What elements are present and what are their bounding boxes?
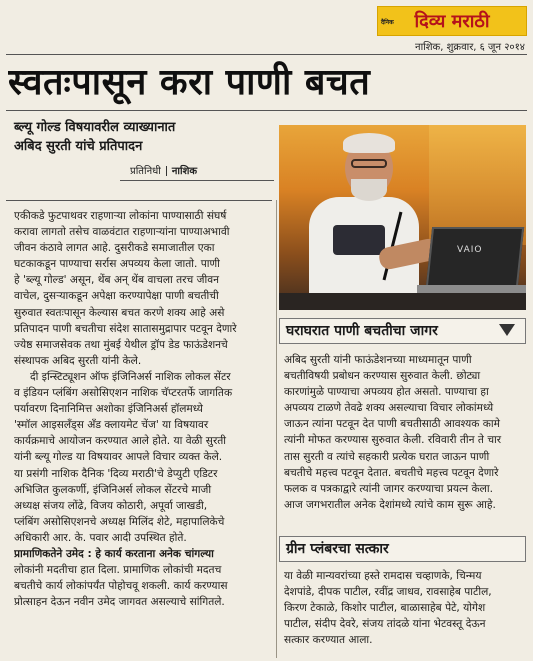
box2-heading (279, 536, 526, 562)
body-top-rule (6, 200, 272, 201)
subhead (14, 118, 272, 156)
box1-line: त्यांनी मोफत करण्यास सुरुवात केली. रविवारी तीन ते चार (284, 434, 502, 447)
box2-line: देशपांडे, दीपक पाटील, रवींद्र जाधव, रावसाहेब पाटील, (284, 586, 492, 599)
body-line: अभिजित कुलकर्णी, इंजिनिअर्स लोकल सेंटरचे माजी (14, 483, 212, 496)
box1-line: बचतीविषयी प्रबोधन करण्यास सुरुवात केली. छोट्या (284, 370, 481, 383)
box1-line: अबिद सुरती यांनी फाऊंडेशनच्या माध्यमातून पाणी (284, 354, 472, 366)
body-line: वाचेल, दुसऱ्याकडून अपेक्षा करण्यापेक्षा पाणी बचतीची (14, 290, 219, 303)
body-line: बचतीचे कार्य लोकांपर्यंत पोहोचवू शकली. कार्य करण्यास (14, 580, 228, 593)
box1-body (284, 352, 526, 532)
box2-line: या वेळी मान्यवरांच्या हस्ते रामदास चव्हाणके, चिन्मय (284, 570, 482, 582)
body-line: यांनी ब्ल्यू गोल्ड या विषयावर आपले विचार व्यक्त केले. (14, 451, 223, 464)
body-line: अध्यक्ष संजय लोंढे, विजय कोठारी, अपूर्वा जाखडी, (14, 499, 208, 512)
body-line: प्रोत्साहन देऊन नवीन उमेद जागवत असल्याचे सांगितले. (14, 596, 225, 609)
box2-line: पाटील, संदीप देवरे, संजय तांदळे यांना भेटवस्तू देऊन (284, 618, 486, 631)
photo-glasses (351, 159, 387, 168)
body-line: जीवन कंठावे लागत आहे. दुसरीकडे समाजातील एका (14, 242, 215, 255)
photo-beard (351, 179, 387, 201)
box2-line: सत्कार करण्यात आला. (284, 634, 373, 647)
box1-line: आज जगभरातील अनेक देशांमध्ये त्यांचे काम सुरू आहे. (284, 498, 496, 511)
box1-line: फलक व पत्रकाद्वारे त्यांनी जागर करण्याचा प्रयत्न केला. (284, 482, 493, 495)
body-line: प्रतिपादन पाणी बचतीचा संदेश सातासमुद्रापार पटवून देणारे (14, 322, 237, 335)
headline-rule (6, 110, 527, 111)
body-line: लोकांनी मदतीचा हात दिला. प्रामाणिक लोकांची मदतच (14, 564, 222, 577)
box1-heading (279, 318, 526, 344)
laptop-logo: VAIO (457, 245, 483, 255)
body-line: सुरुवात स्वतःपासून केल्यास बचत करणे शक्य आहे असे (14, 306, 225, 319)
box1-line: तास सुरती व त्यांचे सहकारी प्रत्येक घरात जाऊन पाणी (284, 450, 490, 463)
body-line: संस्थापक अबिद सुरती यांनी केले. (14, 354, 142, 367)
body-line: कार्यक्रमाचे आयोजन करण्यात आले होते. या वेळी सुरती (14, 435, 227, 448)
photo-hair (343, 133, 395, 153)
byline (130, 163, 197, 177)
headline: स्वतःपासून करा पाणी बचत (8, 61, 371, 103)
byline-city: नाशिक (171, 166, 198, 177)
top-rule (6, 54, 527, 55)
byline-rule (120, 180, 274, 181)
byline-separator (166, 166, 167, 176)
box1-title: घराघरात पाणी बचतीचा जागर (286, 323, 438, 339)
triangle-down-icon (499, 324, 515, 336)
subhead-line: ब्ल्यू गोल्ड विषयावरील व्याख्यानात (14, 120, 176, 135)
body-line: दी इन्स्टिट्यूशन ऑफ इंजिनिअर्स नाशिक लोकल सेंटर (30, 370, 231, 383)
laptop-icon (426, 227, 524, 287)
photo-shirt-print (333, 225, 385, 255)
logo-text: दिव्य मराठी (414, 11, 490, 32)
body-line: 'स्मॉल आइसलँड्स अँड क्लायमेट चेंज' या विषयावर (14, 419, 209, 432)
speaker-photo (279, 125, 526, 310)
logo-small-text: दैनिक (381, 19, 394, 26)
body-line: एकीकडे फुटपाथवर राहणाऱ्या लोकांना पाण्यासाठी संघर्ष (14, 210, 227, 222)
body-line: प्रामाणिकतेने उमेद : हे कार्य करताना अनेक चांगल्या (14, 547, 214, 560)
body-line: घटकाकडून पाण्याचा सर्रास अपव्यय केला जातो. पाणी (14, 258, 220, 271)
body-line: हे 'ब्ल्यू गोल्ड' असून, थेंब अन् थेंब वाचला तरच जीवन (14, 274, 219, 287)
body-line: करावा लागतो तसेच वाळवंटात राहणाऱ्यांना पाण्याअभावी (14, 226, 230, 239)
body-line: पर्यावरण दिनानिमित्त अशोका इंजिनिअर्स हॉलमध्ये (14, 403, 203, 416)
body-line: ज्येष्ठ समाजसेवक तथा मुंबई येथील ड्रॉप डेड फाऊंडेशनचे (14, 338, 228, 351)
body-line: व इंडियन प्लंबिंग असोसिएशन नाशिक चॅप्टरतर्फे जागतिक (14, 387, 233, 400)
column-divider (276, 200, 277, 658)
body-line: अधिकारी आर. के. पवार आदी उपस्थित होते. (14, 531, 187, 544)
box2-title: ग्रीन प्लंबरचा सत्कार (286, 541, 389, 557)
box1-line: जाऊन त्यांना पटवून देत पाणी बचतीसाठी आवश्यक कामे (284, 418, 500, 431)
dateline: नाशिक, शुक्रवार, ६ जून २०१४ (415, 42, 525, 53)
byline-reporter: प्रतिनिधी (130, 166, 161, 177)
masthead (377, 6, 527, 53)
box1-line: बचतीचे महत्त्व पटवून देतात. बचतीचे महत्त्व पटवून देणारे (284, 466, 499, 479)
box1-line: कारणांमुळे पाण्याचा अपव्यय होत असतो. पाण्याचा हा (284, 386, 489, 399)
box1-line: अपव्यय टाळणे तेवढे शक्य असल्याचा विचार लोकांमध्ये (284, 402, 494, 415)
newspaper-logo (377, 6, 527, 36)
body-line: प्लंबिंग असोसिएशनचे अध्यक्ष मिलिंद शेटे, महापालिकेचे (14, 515, 225, 528)
body-line: या प्रसंगी नाशिक दैनिक 'दिव्य मराठी'चे डेप्युटी एडिटर (14, 467, 218, 480)
article-body-left (14, 208, 272, 656)
box2-body (284, 568, 526, 658)
box2-line: किरण टेकाळे, किशोर पाटील, बाळासाहेब पेटे, योगेश (284, 602, 486, 615)
subhead-line: अबिद सुरती यांचे प्रतिपादन (14, 139, 143, 154)
photo-table (279, 293, 526, 310)
